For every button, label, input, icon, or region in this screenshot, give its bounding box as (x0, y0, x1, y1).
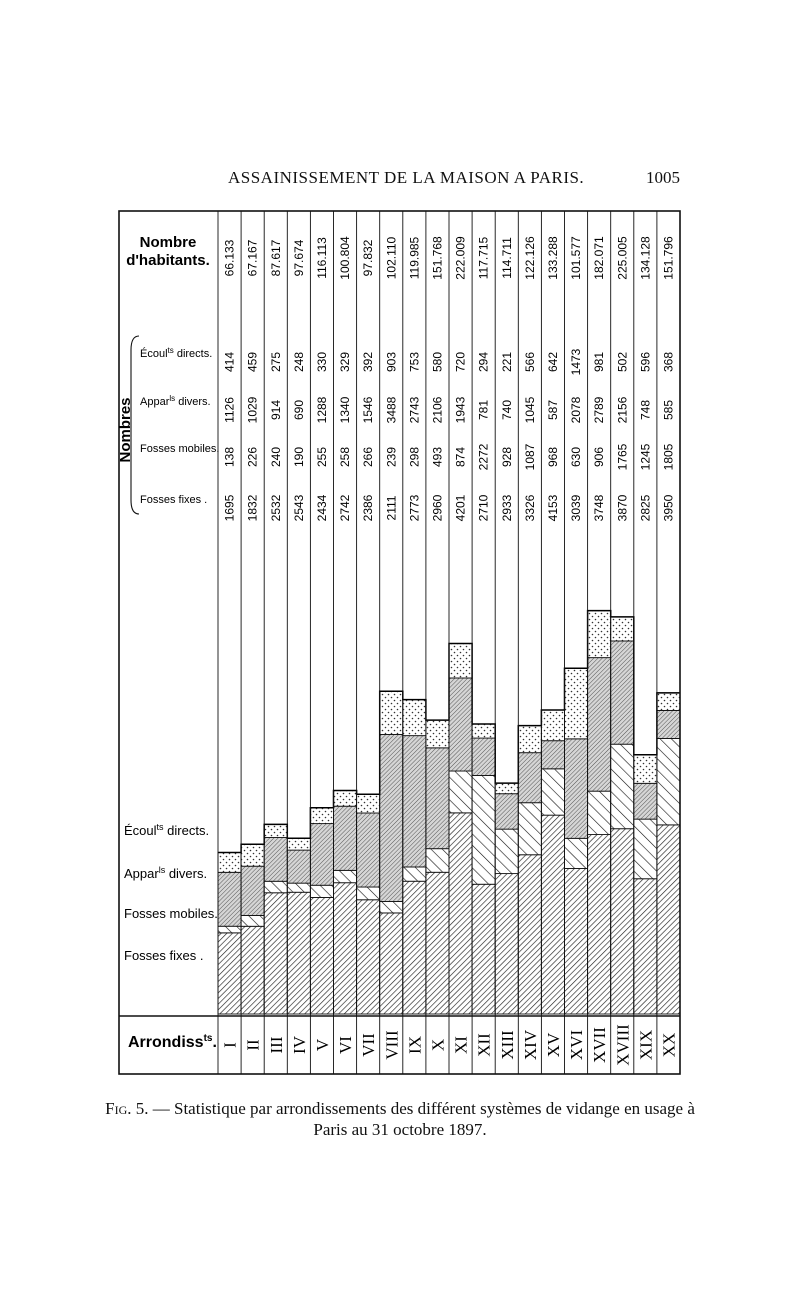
inhabitants-value: 87.617 (268, 239, 283, 277)
table-value: 2825 (638, 494, 653, 522)
bar-mobiles (495, 829, 518, 873)
category-tick-label: III (266, 1036, 286, 1054)
bar-divers (357, 813, 380, 887)
table-value: 1832 (245, 494, 260, 522)
bar-divers (472, 738, 495, 775)
running-title: ASSAINISSEMENT DE LA MAISON A PARIS. (228, 168, 585, 187)
table-value: 2742 (338, 494, 353, 522)
legend-label: Écoul$^{ts}$ directs. (124, 822, 210, 838)
bar-fixes (449, 813, 472, 1014)
category-tick-label: II (243, 1039, 263, 1051)
bar-mobiles (426, 849, 449, 873)
inhabitants-value: 116.113 (314, 237, 329, 279)
table-value: 2434 (314, 494, 329, 522)
inhabitants-value: 102.110 (384, 236, 399, 280)
inhabitants-value: 151.796 (661, 236, 676, 280)
category-tick-label: XVI (567, 1029, 587, 1061)
inhabitants-label-2: d'habitants. (126, 252, 210, 269)
bar-fixes (357, 900, 380, 1014)
bar-directs (449, 644, 472, 678)
bar-directs (611, 617, 634, 641)
table-value: 1546 (361, 396, 376, 424)
table-value: 138 (222, 446, 237, 468)
inhabitants-value: 225.005 (615, 236, 630, 280)
bar-mobiles (611, 744, 634, 829)
table-value: 2156 (615, 396, 630, 424)
bar-divers (588, 658, 611, 792)
bar-mobiles (541, 769, 564, 815)
bar-fixes (657, 825, 680, 1014)
table-value: 968 (545, 446, 560, 468)
bar-directs (472, 724, 495, 738)
category-tick-label: XIX (636, 1029, 656, 1061)
category-row (221, 1024, 679, 1066)
category-tick-label: XIII (497, 1030, 517, 1060)
legend-label: Fosses fixes . (124, 948, 204, 963)
table-value: 3039 (569, 494, 584, 522)
table-row-label: Fosses fixes . (140, 494, 208, 506)
category-tick-label: VIII (382, 1030, 402, 1060)
inhabitants-value: 117.715 (476, 236, 491, 280)
table-value: 248 (291, 351, 306, 373)
table-value: 981 (592, 351, 607, 373)
bar-divers (449, 678, 472, 771)
table-value: 1340 (338, 396, 353, 424)
table-row-label: Fosses mobiles. (140, 443, 220, 455)
table-value: 255 (314, 446, 329, 468)
table-value: 2386 (361, 494, 376, 522)
table-value: 1245 (638, 443, 653, 471)
table-value: 740 (499, 399, 514, 421)
inhabitants-value: 134.128 (638, 236, 653, 280)
table-value: 630 (569, 446, 584, 468)
table-value: 3748 (592, 494, 607, 522)
bar-divers (426, 748, 449, 849)
table-value: 2078 (569, 396, 584, 424)
legend-label: Fosses mobiles. (124, 906, 218, 921)
bar-fixes (541, 815, 564, 1014)
table-value: 294 (476, 351, 491, 373)
bar-mobiles (380, 901, 403, 912)
bar-mobiles (403, 867, 426, 881)
bar-mobiles (357, 887, 380, 900)
bar-fixes (472, 884, 495, 1014)
bar-fixes (218, 933, 241, 1014)
table-value: 781 (476, 399, 491, 421)
table-value: 3950 (661, 494, 676, 522)
table-value: 459 (245, 351, 260, 373)
table-value: 493 (430, 446, 445, 468)
table-row-label: Appar$^{ls}$ divers. (140, 394, 211, 408)
category-tick-label: X (428, 1038, 448, 1052)
inhabitants-value: 133.288 (545, 236, 560, 280)
table-value: 266 (361, 446, 376, 468)
bar-fixes (565, 868, 588, 1014)
table-value: 502 (615, 351, 630, 373)
category-tick-label: VI (336, 1036, 356, 1054)
table-value: 580 (430, 351, 445, 373)
figure-caption (100, 1098, 700, 1140)
category-tick-label: XV (543, 1032, 563, 1058)
bar-divers (518, 753, 541, 803)
table-value: 2111 (384, 495, 399, 521)
category-tick-label: XX (659, 1032, 679, 1058)
caption-text: — Statistique par arrondissements des différent systèmes de vidange en usage à Paris au 31 octobre 1897. (148, 1099, 695, 1139)
table-value: 642 (545, 351, 560, 373)
bar-mobiles (657, 738, 680, 824)
bar-directs (218, 853, 241, 873)
table-value: 226 (245, 446, 260, 468)
table-value: 4201 (453, 494, 468, 522)
category-tick-label: I (220, 1042, 240, 1048)
table-value: 914 (268, 399, 283, 421)
bar-divers (403, 736, 426, 867)
bar-fixes (334, 883, 357, 1014)
table-value: 928 (499, 446, 514, 468)
table-value: 2743 (407, 396, 422, 424)
table-value: 190 (291, 446, 306, 468)
table-value: 392 (361, 351, 376, 373)
bar-divers (334, 806, 357, 870)
table-value: 2543 (291, 494, 306, 522)
bar-divers (565, 739, 588, 838)
bar-directs (541, 710, 564, 741)
category-tick-label: IX (405, 1036, 425, 1054)
table-value: 298 (407, 446, 422, 468)
bar-directs (264, 824, 287, 837)
inhabitants-value: 114.711 (499, 237, 514, 279)
category-tick-label: XII (474, 1033, 494, 1057)
bar-directs (241, 844, 264, 866)
bar-directs (287, 838, 310, 850)
bar-mobiles (241, 915, 264, 926)
bar-divers (241, 866, 264, 915)
table-value: 2710 (476, 494, 491, 522)
table-value: 4153 (545, 494, 560, 522)
table-value: 1943 (453, 396, 468, 424)
bar-fixes (287, 892, 310, 1014)
category-tick-label: XVII (590, 1027, 610, 1063)
inhabitants-value: 66.133 (222, 239, 237, 277)
inhabitants-value: 97.832 (361, 239, 376, 277)
bar-divers (310, 824, 333, 886)
table-value: 330 (314, 351, 329, 373)
category-tick-label: XVIII (613, 1024, 633, 1066)
table-value: 2532 (268, 494, 283, 522)
inhabitants-value: 100.804 (338, 236, 353, 280)
table-value: 906 (592, 446, 607, 468)
table-value: 1045 (522, 396, 537, 424)
inhabitants-value: 101.577 (569, 236, 584, 280)
bar-fixes (634, 879, 657, 1014)
table-value: 1805 (661, 443, 676, 471)
table-value: 748 (638, 399, 653, 421)
inhabitants-value: 182.071 (592, 236, 607, 280)
table-value: 240 (268, 446, 283, 468)
table-value: 3870 (615, 494, 630, 522)
bar-divers (634, 783, 657, 819)
bar-directs (310, 808, 333, 824)
inhabitants-value: 67.167 (245, 239, 260, 277)
table-value: 566 (522, 351, 537, 373)
bar-divers (380, 734, 403, 901)
table-value: 1288 (314, 396, 329, 424)
bar-mobiles (634, 819, 657, 879)
bar-mobiles (565, 838, 588, 868)
table-value: 1126 (222, 397, 237, 423)
labels (117, 234, 219, 1051)
table-value: 2272 (476, 443, 491, 471)
page-number: 1005 (646, 168, 680, 187)
bar-directs (588, 611, 611, 658)
table-value: 2773 (407, 494, 422, 522)
bar-mobiles (449, 771, 472, 813)
table-value: 903 (384, 351, 399, 373)
bar-directs (357, 794, 380, 813)
bar-mobiles (518, 803, 541, 855)
table-value: 1029 (245, 396, 260, 424)
bar-fixes (588, 835, 611, 1014)
legend-label: Appar$^{ls}$ divers. (124, 865, 208, 881)
bar-divers (541, 741, 564, 769)
legend (124, 822, 218, 963)
bar-divers (264, 838, 287, 882)
bar-fixes (426, 872, 449, 1014)
figure-label: Fig. 5. (105, 1099, 149, 1118)
table-value: 3326 (522, 494, 537, 522)
bar-fixes (611, 829, 634, 1014)
table-value: 720 (453, 351, 468, 373)
table-value: 2106 (430, 396, 445, 424)
inhabitants-label: Nombre (139, 234, 197, 251)
bar-directs (495, 783, 518, 794)
category-tick-label: IV (289, 1036, 309, 1054)
bar-directs (380, 691, 403, 734)
bar-mobiles (264, 881, 287, 892)
bar-divers (287, 850, 310, 883)
table-value: 275 (268, 351, 283, 373)
bar-fixes (264, 893, 287, 1014)
inhabitants-value: 119.985 (407, 236, 422, 280)
bar-fixes (241, 926, 264, 1014)
table-value: 2960 (430, 494, 445, 522)
table-value: 1695 (222, 494, 237, 522)
bar-mobiles (287, 883, 310, 892)
category-axis-label: Arrondiss$^{ts}$. (128, 1033, 217, 1051)
category-tick-label: VII (359, 1033, 379, 1057)
table-row-labels (131, 336, 219, 514)
table-value: 329 (338, 351, 353, 373)
inhabitants-value: 122.126 (522, 236, 537, 280)
bar-directs (565, 668, 588, 739)
inhabitants-value: 97.674 (291, 239, 306, 277)
bar-directs (634, 755, 657, 784)
bar-mobiles (334, 870, 357, 882)
table-value: 2933 (499, 494, 514, 522)
bar-divers (495, 794, 518, 829)
bar-mobiles (472, 775, 495, 884)
table-value: 585 (661, 399, 676, 421)
table-value: 258 (338, 446, 353, 468)
category-tick-label: XI (451, 1036, 471, 1054)
bar-directs (426, 720, 449, 748)
bar-divers (611, 641, 634, 744)
table-value: 239 (384, 446, 399, 468)
table-value: 1087 (522, 443, 537, 471)
bar-divers (218, 872, 241, 926)
bar-fixes (518, 855, 541, 1014)
table-value: 368 (661, 351, 676, 373)
bar-mobiles (588, 791, 611, 834)
bar-mobiles (310, 885, 333, 897)
category-tick-label: V (312, 1038, 332, 1052)
bar-directs (657, 693, 680, 711)
table-value: 3488 (384, 396, 399, 424)
bar-directs (334, 790, 357, 806)
bar-directs (518, 726, 541, 753)
bar-directs (403, 700, 426, 736)
bar-fixes (380, 913, 403, 1014)
table-value: 690 (291, 399, 306, 421)
table-value: 874 (453, 446, 468, 468)
bar-fixes (495, 874, 518, 1014)
table-value: 414 (222, 351, 237, 373)
table-value: 587 (545, 399, 560, 421)
bar-divers (657, 710, 680, 738)
nombres-label: Nombres (117, 397, 134, 463)
table-value: 596 (638, 351, 653, 373)
bar-fixes (310, 897, 333, 1014)
inhabitants-value: 151.768 (430, 236, 445, 280)
inhabitants-value: 222.009 (453, 236, 468, 280)
table-value: 753 (407, 351, 422, 373)
table-value: 221 (499, 351, 514, 373)
table-value: 1765 (615, 443, 630, 471)
bar-mobiles (218, 926, 241, 933)
category-tick-label: XIV (520, 1029, 540, 1061)
table-row-label: Écoul$^{ts}$ directs. (140, 346, 213, 360)
table-value: 2789 (592, 396, 607, 424)
bar-fixes (403, 881, 426, 1014)
table-value: 1473 (569, 348, 584, 376)
